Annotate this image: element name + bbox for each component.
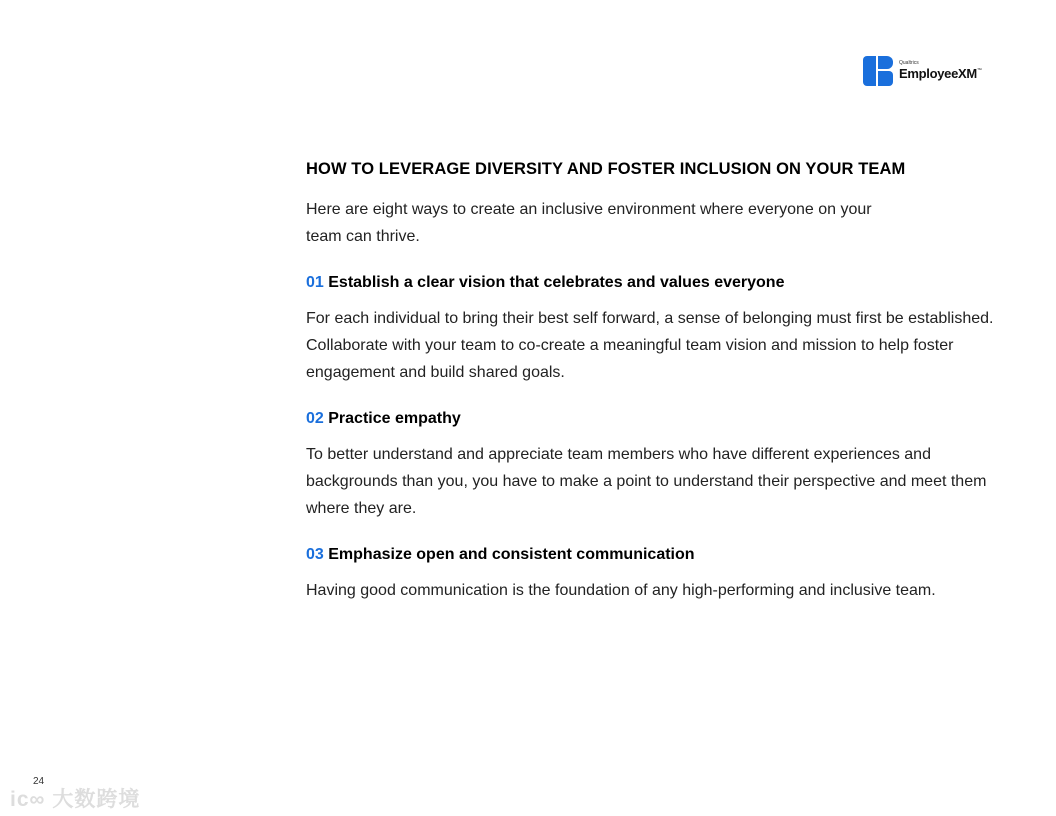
section-number: 02 (306, 410, 324, 427)
page-title: HOW TO LEVERAGE DIVERSITY AND FOSTER INCLUSION ON YOUR TEAM (306, 160, 906, 178)
intro-paragraph: Here are eight ways to create an inclusive environment where everyone on your team can thrive. (306, 201, 872, 245)
section-body: For each individual to bring their best self forward, a sense of belonging must first be established. Collaborate with your team to co-create a meaningful team vision and mission to help foster engagement and build shared goals. (306, 310, 994, 381)
logo-tm: ™ (976, 67, 982, 74)
section-title: Emphasize open and consistent communication (328, 546, 695, 563)
section-heading (306, 546, 996, 564)
page-content (306, 160, 996, 628)
section-02 (306, 410, 996, 522)
section-heading (306, 410, 996, 428)
section-title: Practice empathy (328, 410, 461, 427)
logo-brand: Qualtrics (899, 59, 919, 66)
section-03 (306, 546, 996, 604)
watermark: ic∞ 大数跨境 (10, 788, 141, 811)
section-title: Establish a clear vision that celebrates and values everyone (328, 274, 785, 291)
watermark-text: 大数跨境 (52, 788, 141, 811)
qualtrics-logo-icon (863, 56, 893, 86)
section-number: 01 (306, 274, 324, 291)
page-number: 24 (33, 776, 45, 787)
section-01 (306, 274, 996, 386)
section-body: To better understand and appreciate team members who have different experiences and backgrounds than you, you have to make a point to understand their perspective and meet them where they are. (306, 446, 987, 517)
logo-product: EmployeeXM (899, 65, 977, 81)
section-number: 03 (306, 546, 324, 563)
section-heading (306, 274, 996, 292)
qualtrics-employeexm-logo (863, 56, 982, 86)
section-body: Having good communication is the foundation of any high-performing and inclusive team. (306, 582, 936, 599)
